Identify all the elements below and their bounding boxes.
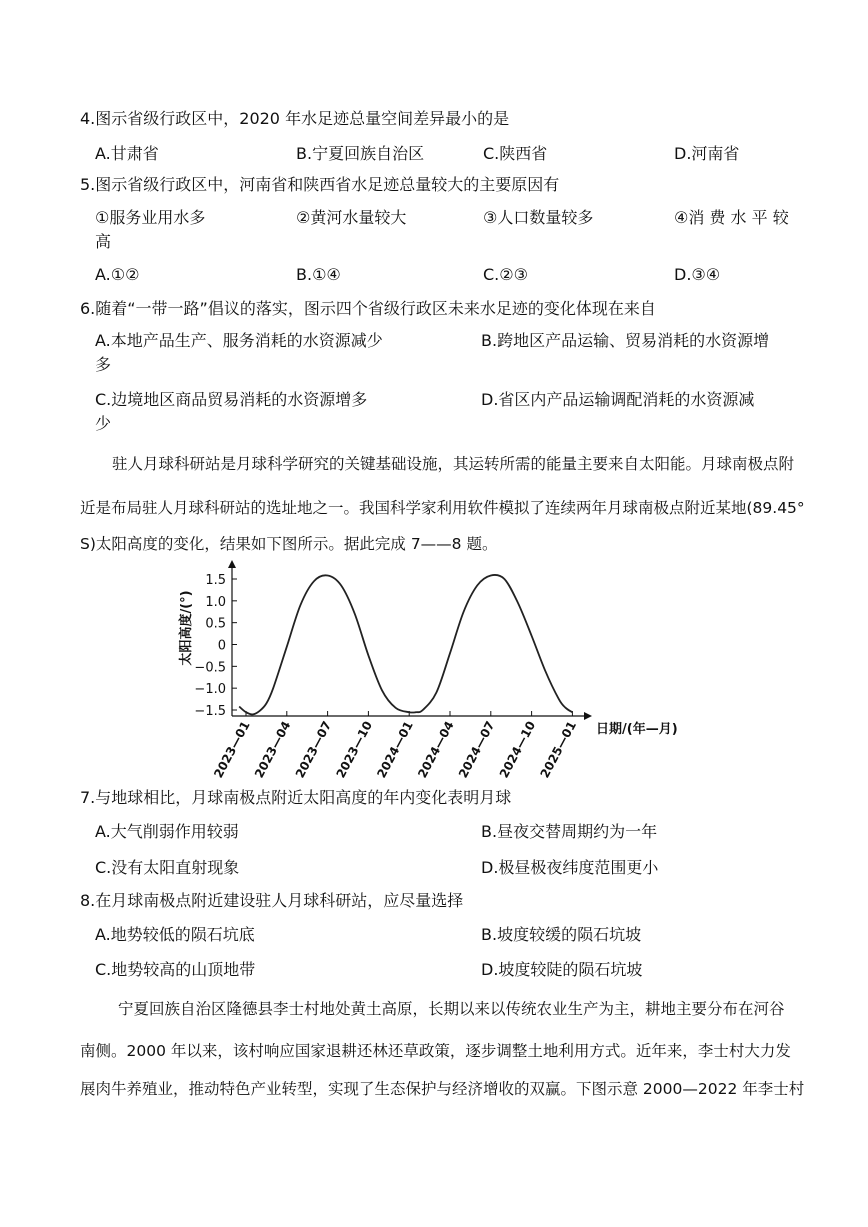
sun-altitude-line — [239, 575, 572, 715]
q5-item-4: ④消 费 水 平 较 — [674, 208, 789, 227]
q5-option-c: C.②③ — [483, 265, 528, 284]
q8-option-d: D.坡度较陡的陨石坑坡 — [481, 960, 643, 979]
q4-option-c: C.陕西省 — [483, 144, 548, 163]
passage-1-line-1: 驻人月球科研站是月球科学研究的关键基础设施，其运转所需的能量主要来自太阳能。月球南极点附 — [112, 455, 795, 473]
passage-2-line-2: 南侧。2000 年以来，该村响应国家退耕还林还草政策，逐步调整土地利用方式。近年来，李士村大力发 — [80, 1042, 791, 1060]
y-tick-label: 1.5 — [205, 573, 226, 588]
q6-option-b-wrap: 多 — [95, 355, 112, 374]
q6-option-c: C.边境地区商品贸易消耗的水资源增多 — [95, 390, 368, 409]
y-tick-label: 0.5 — [205, 616, 226, 632]
x-tick-label: 2023—04 — [251, 718, 294, 781]
y-axis-label-text: 太阳高度/(°) — [179, 590, 194, 666]
q6-option-d: D.省区内产品运输调配消耗的水资源减 — [481, 390, 755, 409]
q5-item-3: ③人口数量较多 — [483, 208, 594, 227]
passage-2-line-3: 展肉牛养殖业，推动特色产业转型，实现了生态保护与经济增收的双赢。下图示意 2000—2022 年李士村 — [80, 1080, 805, 1098]
question-5-stem: 5.图示省级行政区中，河南省和陕西省水足迹总量较大的主要原因有 — [80, 175, 560, 194]
question-6-stem: 6.随着“一带一路”倡议的落实，图示四个省级行政区未来水足迹的变化体现在来自 — [80, 299, 656, 318]
y-axis-arrow — [228, 560, 236, 568]
y-axis-label — [178, 590, 194, 665]
question-7-stem: 7.与地球相比，月球南极点附近太阳高度的年内变化表明月球 — [80, 788, 512, 807]
x-tick-label: 2024—04 — [415, 718, 457, 781]
q4-option-b: B.宁夏回族自治区 — [296, 144, 425, 163]
x-tick-label: 2023—07 — [292, 718, 335, 781]
q8-option-a: A.地势较低的陨石坑底 — [95, 925, 255, 944]
q7-option-a: A.大气削弱作用较弱 — [95, 822, 239, 841]
question-8-stem: 8.在月球南极点附近建设驻人月球科研站，应尽量选择 — [80, 891, 464, 910]
x-tick-label: 2024—07 — [455, 718, 498, 781]
passage-1-line-3: S)太阳高度的变化，结果如下图所示。据此完成 7——8 题。 — [80, 535, 498, 553]
q7-option-c: C.没有太阳直射现象 — [95, 858, 240, 877]
passage-2-line-1: 宁夏回族自治区隆德县李士村地处黄土高原，长期以来以传统农业生产为主，耕地主要分布在河谷 — [118, 1000, 785, 1018]
x-tick-label: 2024—10 — [496, 718, 539, 781]
q6-option-d-wrap: 少 — [95, 414, 112, 433]
x-tick-label: 2023—01 — [211, 718, 253, 781]
y-tick-label: −1.0 — [194, 682, 226, 698]
q5-item-1: ①服务业用水多 — [95, 208, 206, 227]
y-tick-label: 0 — [217, 638, 226, 654]
y-tick-label: −1.5 — [194, 704, 226, 719]
q7-option-b: B.昼夜交替周期约为一年 — [481, 822, 658, 841]
q5-item-2: ②黄河水量较大 — [296, 208, 407, 227]
q5-option-b: B.①④ — [296, 265, 341, 284]
q8-option-c: C.地势较高的山顶地带 — [95, 960, 256, 979]
q4-option-a: A.甘肃省 — [95, 144, 159, 163]
y-tick-label: −0.5 — [194, 660, 226, 676]
y-tick-label: 1.0 — [205, 594, 226, 610]
q4-option-d: D.河南省 — [674, 144, 740, 163]
q8-option-b: B.坡度较缓的陨石坑坡 — [481, 925, 642, 944]
question-4-stem: 4.图示省级行政区中，2020 年水足迹总量空间差异最小的是 — [80, 109, 510, 128]
q5-option-a: A.①② — [95, 265, 140, 284]
x-tick-label: 2024—01 — [374, 718, 416, 781]
sun-altitude-chart — [176, 556, 716, 788]
q5-item-4-wrap: 高 — [95, 232, 112, 251]
passage-1-line-2: 近是布局驻人月球科研站的选址地之一。我国科学家利用软件模拟了连续两年月球南极点附近某地(89.45° — [80, 499, 805, 517]
x-axis-arrow — [584, 712, 592, 720]
x-axis-label: 日期/(年—月) — [596, 722, 678, 737]
x-tick-label: 2023—10 — [333, 718, 376, 781]
q5-option-d: D.③④ — [674, 265, 721, 284]
q6-option-b: B.跨地区产品运输、贸易消耗的水资源增 — [481, 331, 770, 350]
q7-option-d: D.极昼极夜纬度范围更小 — [481, 858, 659, 877]
x-tick-label: 2025—01 — [537, 718, 580, 781]
q6-option-a: A.本地产品生产、服务消耗的水资源减少 — [95, 331, 383, 350]
